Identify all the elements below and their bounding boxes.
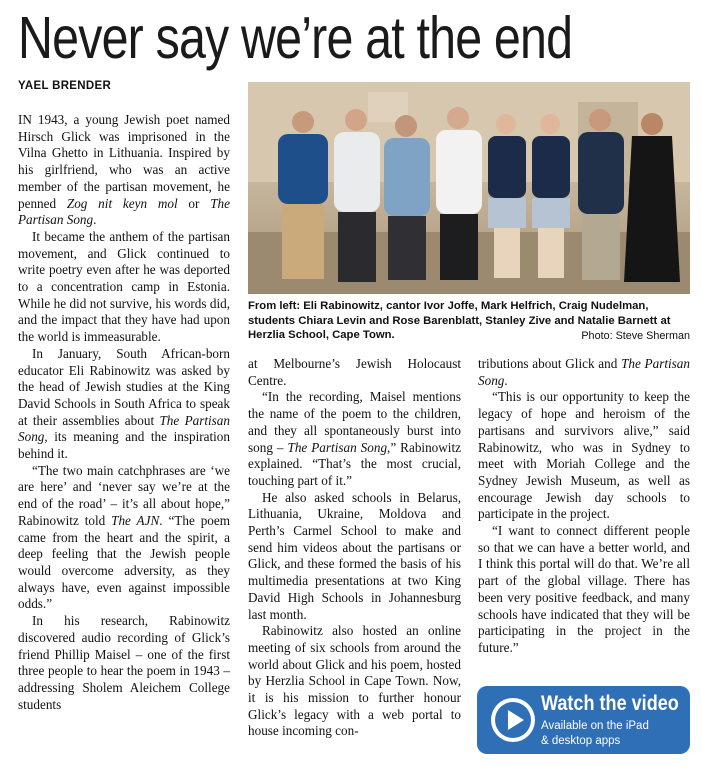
paragraph: Rabinowitz also hosted an online meeting of six schools from around the world about Glick and his poem, hosted by Herzlia School in Cape Town. Now, it is his mission to further honour Glick’s legacy with a web portal to house incoming con- xyxy=(248,623,461,739)
paragraph: IN 1943, a young Jewish poet named Hirsch Glick was imprisoned in the Vilna Ghetto in Lithuania. Inspired by his girlfriend, who was an active member of the partisan movement, he penned Zog nit keyn mol or The Partisan Song. xyxy=(18,112,230,228)
paragraph: at Melbourne’s Jewish Holocaust Centre. xyxy=(248,356,461,388)
paragraph: He also asked schools in Belarus, Lithuania, Ukraine, Moldova and Perth’s Carmel School to make and send him videos about the partisans or Glick, and these formed the basis of his multimedia presentations at two King David High Schools in Johannesburg last month. xyxy=(248,489,461,622)
paragraph: “The two main catchphrases are ‘we are here’ and ‘never say we’re at the end of the road’ – it’s all about hope,” Rabinowitz told The AJN. “The poem came from the heart and the spirit, a deep feeling that the Jewish people would overcome adversity, as they always have, even against impossible odds.” xyxy=(18,462,231,612)
paragraph: tributions about Glick and The Partisan Song. xyxy=(478,356,690,388)
headline: Never say we’re at the end xyxy=(18,5,573,71)
byline: YAEL BRENDER xyxy=(18,80,112,92)
photo-caption: From left: Eli Rabinowitz, cantor Ivor Joffe, Mark Helfrich, Craig Nudelman, students Chiara Levin and Rose Barenblatt, Stanley Zive and Natalie Barnett at Herzlia School, Cape Town. xyxy=(248,300,671,341)
paragraph: In his research, Rabinowitz discovered audio recording of Glick’s friend Phillip Maisel – one of the first three people to hear the poem in 1943 – addressing Sholem Aleichem College students xyxy=(18,613,230,712)
paragraph: “In the recording, Maisel mentions the name of the poem to the children, and they all spontaneously burst into song – The Partisan Song,” Rabinowitz explained. “That’s the most crucial, touching part of it.” xyxy=(248,389,461,488)
video-availability-line1: Available on the iPad xyxy=(541,720,649,732)
article-column-2 xyxy=(248,356,461,740)
article-column-1 xyxy=(18,112,230,713)
paragraph: In January, South African-born educator Eli Rabinowitz was asked by the head of Jewish studies at the King David Schools in South Africa to speak at their assemblies about The Partisan Song, its meaning and the inspiration behind it. xyxy=(18,345,230,462)
article-column-3 xyxy=(478,356,690,657)
group-photo-illustration xyxy=(248,82,690,294)
watch-video-button[interactable] xyxy=(477,686,690,754)
paragraph: It became the anthem of the partisan movement, and Glick continued to write poetry even after he was deported to a concentration camp in Estonia. While he did not survive, his words did, and the impact that they have had upon the world is immeasurable. xyxy=(18,228,230,345)
group-photo xyxy=(248,82,690,294)
paragraph: “This is our opportunity to keep the legacy of hope and heroism of the partisans and survivors alive,” said Rabinowitz, who was in Sydney to meet with Moriah College and the Sydney Jewish Museum, as well as encourage Jewish day schools to participate in the project. xyxy=(478,389,690,522)
photo-credit: Photo: Steve Sherman xyxy=(581,330,690,342)
video-title: Watch the video xyxy=(541,692,679,715)
play-icon xyxy=(489,696,537,744)
video-availability-line2: & desktop apps xyxy=(541,735,621,747)
paragraph: “I want to connect different people so that we can have a better world, and I think this portal will do that. We’re all part of the global village. There has been very positive feedback, and many schools have indicated that they will be participating in the project in the future.” xyxy=(478,523,690,655)
